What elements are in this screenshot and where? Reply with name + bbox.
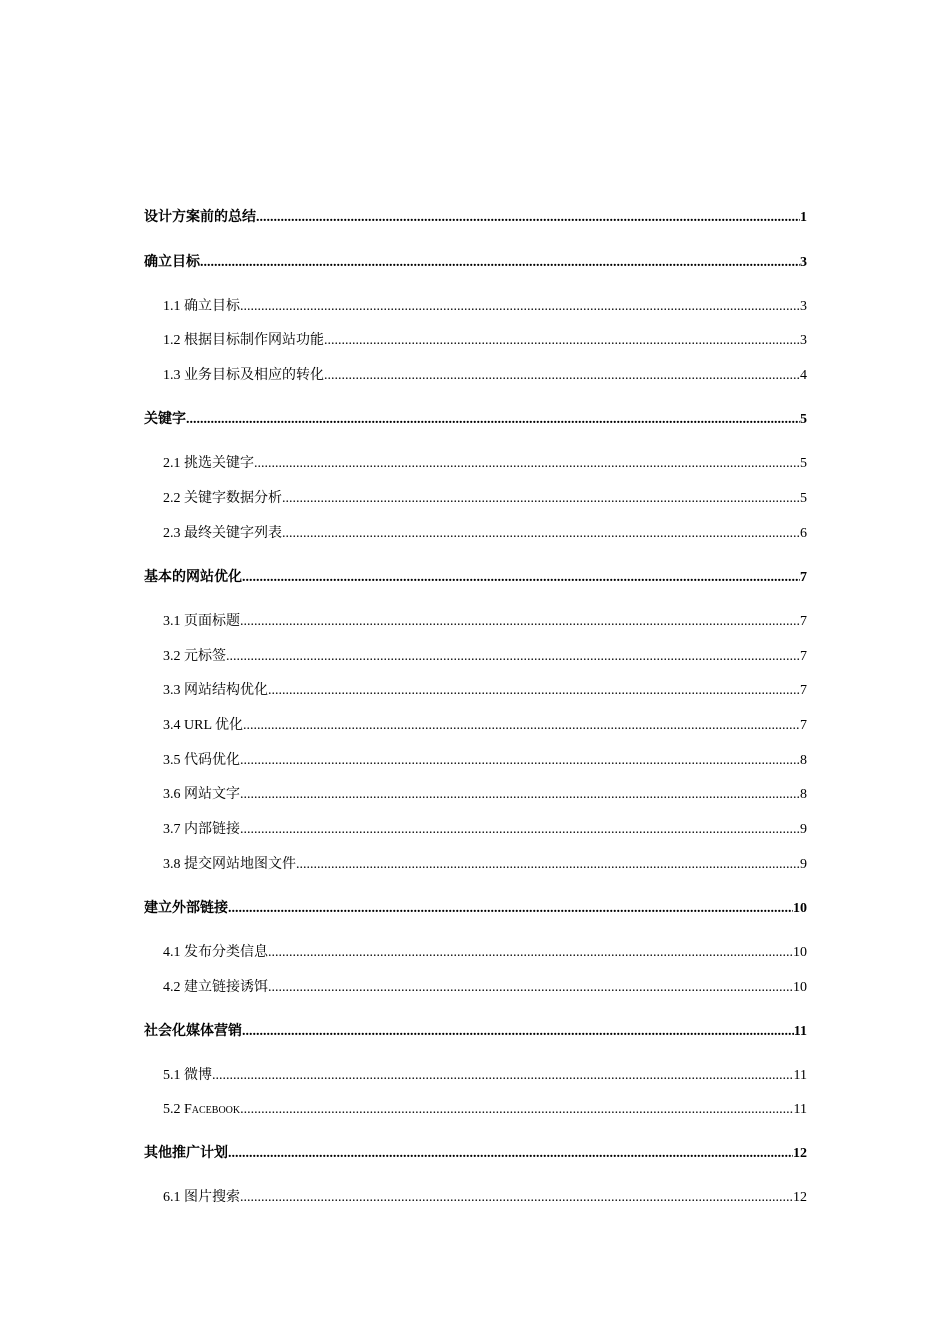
toc-entry-label: 确立目标 — [144, 255, 200, 270]
toc-leader-dots — [254, 455, 800, 473]
toc-entry-3-3[interactable] — [144, 682, 807, 700]
toc-leader-dots — [240, 821, 800, 839]
toc-entry-label: 关键字 — [144, 412, 186, 427]
toc-entry-summary[interactable] — [144, 209, 807, 227]
toc-leader-dots — [228, 1145, 793, 1163]
toc-entry-page: 11 — [793, 1102, 807, 1117]
toc-entry-5-1[interactable] — [144, 1067, 807, 1085]
toc-entry-page: 3 — [800, 333, 807, 348]
toc-entry-label: 4.1 发布分类信息 — [163, 945, 268, 960]
toc-entry-label: 5.2 Facebook — [163, 1102, 241, 1117]
toc-entry-label: 2.1 挑选关键字 — [163, 456, 254, 471]
toc-entry-label: 3.2 元标签 — [163, 649, 226, 664]
toc-leader-dots — [282, 525, 800, 543]
toc-entry-page: 7 — [800, 614, 807, 629]
toc-leader-dots — [296, 856, 800, 874]
toc-entry-page: 10 — [793, 980, 807, 995]
toc-entry-label: 建立外部链接 — [144, 901, 228, 916]
toc-entry-3-5[interactable] — [144, 752, 807, 770]
toc-leader-dots — [282, 490, 800, 508]
toc-leader-dots — [243, 717, 800, 735]
toc-leader-dots — [240, 786, 800, 804]
table-of-contents — [144, 0, 807, 1344]
toc-entry-social-media[interactable] — [144, 1023, 807, 1041]
toc-entry-1-1[interactable] — [144, 298, 807, 316]
toc-entry-label: 3.5 代码优化 — [163, 753, 240, 768]
toc-entry-label: 3.6 网站文字 — [163, 787, 240, 802]
toc-entry-page: 10 — [793, 901, 807, 916]
toc-entry-label: 3.8 提交网站地图文件 — [163, 857, 296, 872]
toc-entry-5-2[interactable] — [144, 1101, 807, 1119]
toc-entry-page: 7 — [800, 718, 807, 733]
toc-leader-dots — [200, 254, 800, 272]
toc-entry-goals[interactable] — [144, 254, 807, 272]
toc-entry-page: 1 — [800, 210, 807, 225]
toc-entry-page: 5 — [800, 491, 807, 506]
toc-entry-label: 4.2 建立链接诱饵 — [163, 980, 268, 995]
toc-entry-4-2[interactable] — [144, 979, 807, 997]
toc-leader-dots — [212, 1067, 794, 1085]
toc-entry-page: 12 — [793, 1146, 807, 1161]
toc-entry-3-8[interactable] — [144, 856, 807, 874]
toc-leader-dots — [240, 1189, 793, 1207]
toc-leader-dots — [240, 752, 800, 770]
toc-entry-page: 10 — [793, 945, 807, 960]
toc-entry-page: 5 — [800, 456, 807, 471]
toc-entry-page: 3 — [800, 299, 807, 314]
toc-entry-page: 8 — [800, 787, 807, 802]
toc-entry-page: 7 — [800, 683, 807, 698]
toc-leader-dots — [242, 1023, 794, 1041]
toc-entry-1-3[interactable] — [144, 367, 807, 385]
toc-entry-page: 5 — [800, 412, 807, 427]
toc-leader-dots — [228, 900, 793, 918]
toc-entry-3-4[interactable] — [144, 717, 807, 735]
toc-leader-dots — [242, 569, 800, 587]
toc-entry-page: 9 — [800, 822, 807, 837]
toc-entry-page: 11 — [793, 1068, 807, 1083]
toc-leader-dots — [226, 648, 800, 666]
toc-entry-1-2[interactable] — [144, 332, 807, 350]
toc-entry-label: 3.1 页面标题 — [163, 614, 240, 629]
toc-entry-site-optimization[interactable] — [144, 569, 807, 587]
toc-entry-external-links[interactable] — [144, 900, 807, 918]
toc-leader-dots — [240, 613, 800, 631]
toc-entry-label: 基本的网站优化 — [144, 570, 242, 585]
toc-leader-dots — [324, 367, 800, 385]
toc-leader-dots — [324, 332, 800, 350]
toc-entry-page: 4 — [800, 368, 807, 383]
toc-leader-dots — [268, 682, 800, 700]
toc-entry-label: 其他推广计划 — [144, 1146, 228, 1161]
toc-entry-3-7[interactable] — [144, 821, 807, 839]
toc-entry-2-1[interactable] — [144, 455, 807, 473]
toc-entry-2-2[interactable] — [144, 490, 807, 508]
toc-entry-page: 9 — [800, 857, 807, 872]
toc-leader-dots — [268, 979, 793, 997]
toc-entry-page: 11 — [793, 1024, 807, 1039]
toc-entry-page: 8 — [800, 753, 807, 768]
toc-entry-page: 3 — [800, 255, 807, 270]
toc-entry-label: 1.2 根据目标制作网站功能 — [163, 333, 324, 348]
toc-entry-keywords[interactable] — [144, 411, 807, 429]
toc-leader-dots — [240, 298, 800, 316]
toc-entry-page: 7 — [800, 570, 807, 585]
toc-entry-3-1[interactable] — [144, 613, 807, 631]
toc-entry-3-6[interactable] — [144, 786, 807, 804]
toc-leader-dots — [240, 1101, 793, 1119]
toc-entry-label: 3.7 内部链接 — [163, 822, 240, 837]
toc-entry-label: 2.3 最终关键字列表 — [163, 526, 282, 541]
toc-leader-dots — [256, 209, 800, 227]
toc-entry-label: 1.3 业务目标及相应的转化 — [163, 368, 324, 383]
toc-entry-3-2[interactable] — [144, 648, 807, 666]
toc-leader-dots — [268, 944, 793, 962]
toc-entry-label: 3.4 URL 优化 — [163, 718, 243, 733]
toc-entry-other-promotion[interactable] — [144, 1145, 807, 1163]
toc-entry-label: 社会化媒体营销 — [144, 1024, 242, 1039]
toc-entry-2-3[interactable] — [144, 525, 807, 543]
toc-entry-label: 2.2 关键字数据分析 — [163, 491, 282, 506]
toc-entry-label: 6.1 图片搜索 — [163, 1190, 240, 1205]
toc-entry-page: 6 — [800, 526, 807, 541]
toc-entry-label: 设计方案前的总结 — [144, 210, 256, 225]
toc-entry-4-1[interactable] — [144, 944, 807, 962]
toc-entry-label: 1.1 确立目标 — [163, 299, 240, 314]
toc-entry-page: 12 — [793, 1190, 807, 1205]
toc-entry-page: 7 — [800, 649, 807, 664]
toc-entry-label: 5.1 微博 — [163, 1068, 212, 1083]
toc-entry-6-1[interactable] — [144, 1189, 807, 1207]
toc-leader-dots — [186, 411, 800, 429]
toc-entry-label: 3.3 网站结构优化 — [163, 683, 268, 698]
